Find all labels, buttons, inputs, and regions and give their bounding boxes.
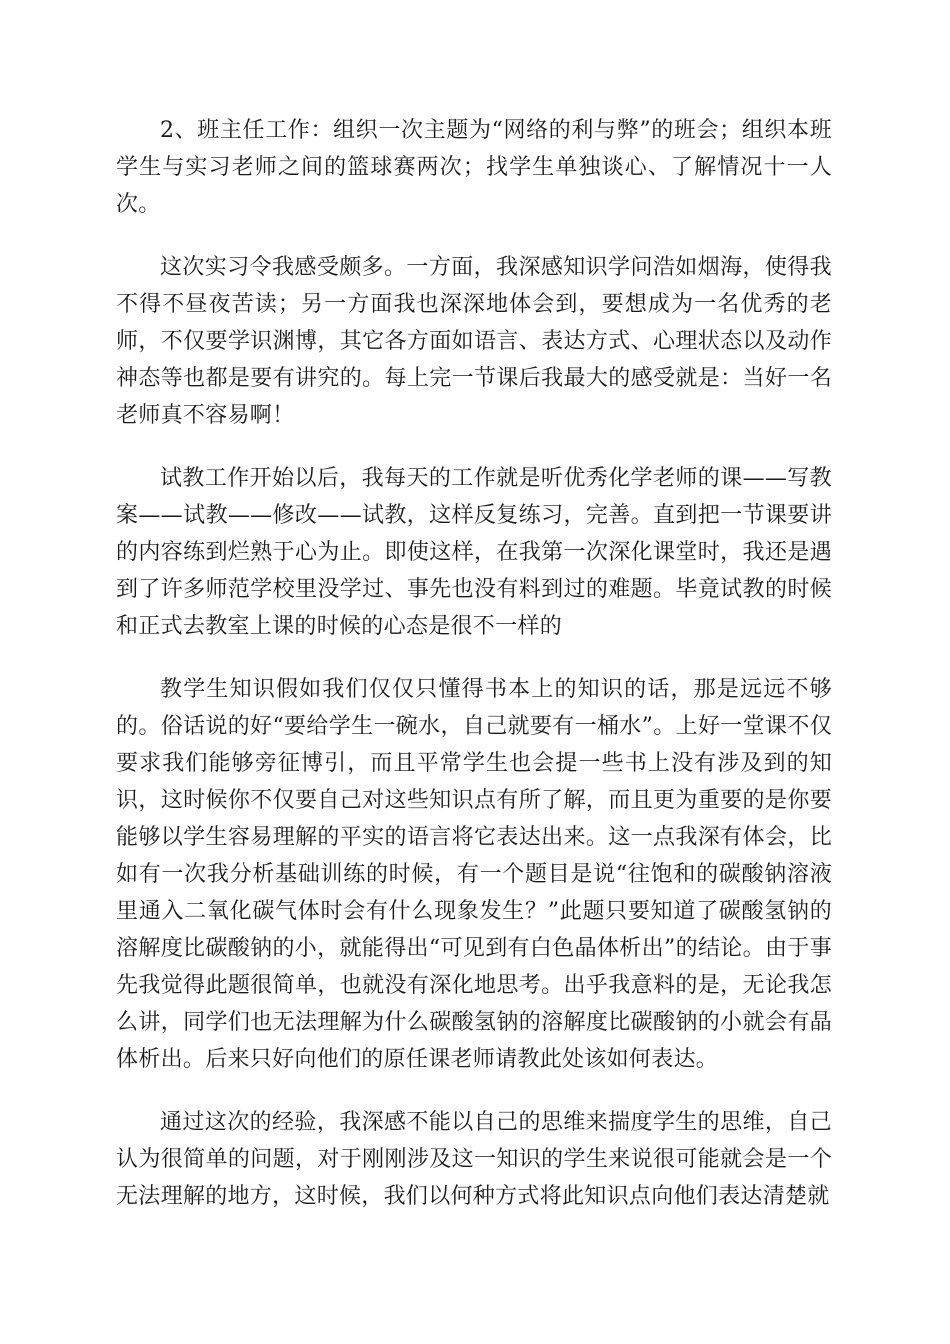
document-body xyxy=(116,112,832,1241)
paragraph-teaching-knowledge: 教学生知识假如我们仅仅只懂得书本上的知识的话，那是远远不够的。俗话说的好“要给学生一碗水，自己就要有一桶水”。上好一堂课不仅要求我们能够旁征博引，而且平常学生也会提一些书上没有涉及到的知识，这时候你不仅要自己对这些知识点有所了解，而且更为重要的是你要能够以学生容易理解的平实的语言将它表达出来。这一点我深有体会，比如有一次我分析基础训练的时候，有一个题目是说“往饱和的碳酸钠溶液里通入二氧化碳气体时会有什么现象发生？”此题只要知道了碳酸氢钠的溶解度比碳酸钠的小，就能得出“可见到有白色晶体析出”的结论。由于事先我觉得此题很简单，也就没有深化地思考。出乎我意料的是，无论我怎么讲，同学们也无法理解为什么碳酸氢钠的溶解度比碳酸钠的小就会有晶体析出。后来只好向他们的原任课老师请教此处该如何表达。 xyxy=(116,677,832,1072)
paragraph-experience-lesson: 通过这次的经验，我深感不能以自己的思维来揣度学生的思维，自己认为很简单的问题，对于刚刚涉及这一知识的学生来说很可能就会是一个无法理解的地方，这时候，我们以何种方式将此知识点向他们表达清楚就 xyxy=(116,1110,832,1209)
paragraph-trial-teaching: 试教工作开始以后，我每天的工作就是听优秀化学老师的课——写教案——试教——修改——试教，这样反复练习，完善。直到把一节课要讲的内容练到烂熟于心为止。即使这样，在我第一次深化课堂时，我还是遇到了许多师范学校里没学过、事先也没有料到过的难题。毕竟试教的时候和正式去教室上课的时候的心态是很不一样的 xyxy=(116,466,832,639)
paragraph-class-teacher-work: 2、班主任工作：组织一次主题为“网络的利与弊”的班会；组织本班学生与实习老师之间的篮球赛两次；找学生单独谈心、了解情况十一人次。 xyxy=(116,118,832,217)
paragraph-internship-feelings: 这次实习令我感受颇多。一方面，我深感知识学问浩如烟海，使得我不得不昼夜苦读；另一方面我也深深地体会到，要想成为一名优秀的老师，不仅要学识渊博，其它各方面如语言、表达方式、心理状态以及动作神态等也都是要有讲究的。每上完一节课后我最大的感受就是：当好一名老师真不容易啊！ xyxy=(116,255,832,428)
